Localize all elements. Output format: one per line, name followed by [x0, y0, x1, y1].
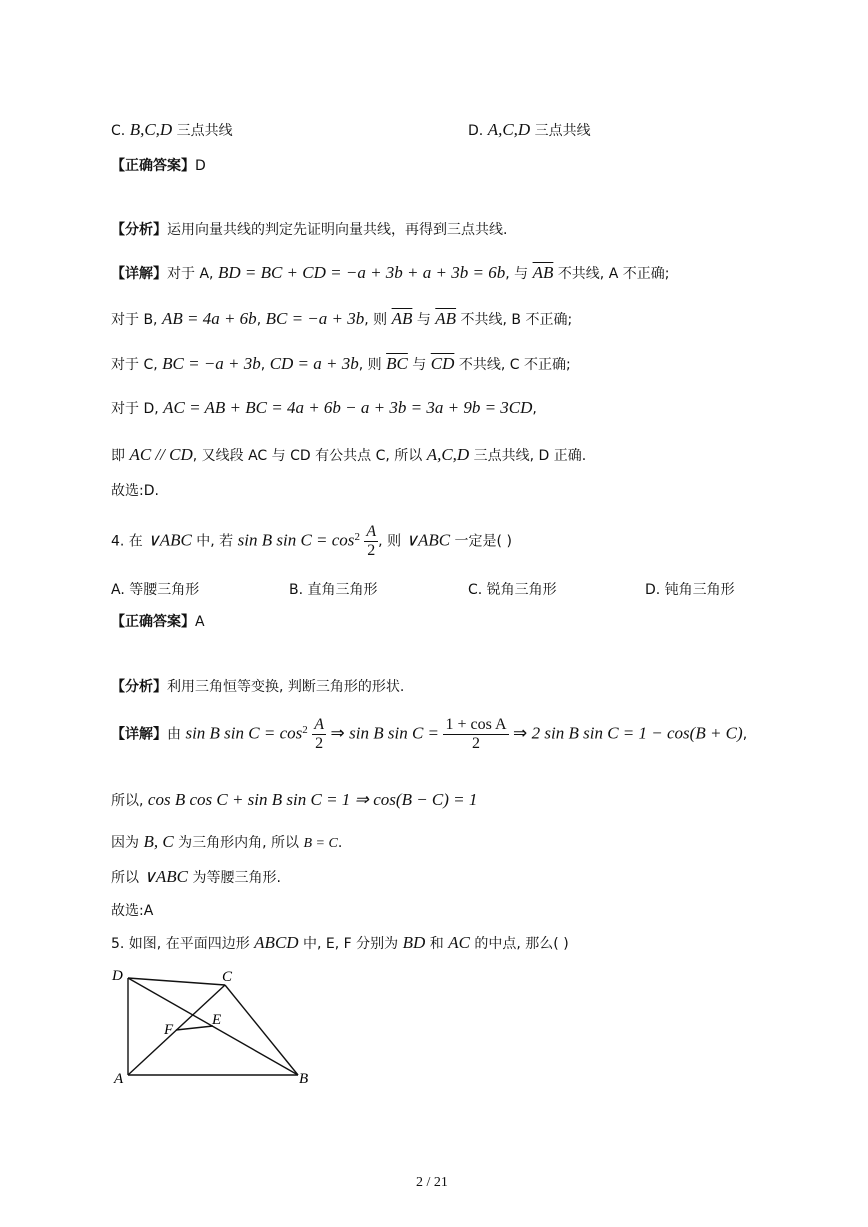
q4-suoyi [111, 791, 477, 810]
q4-detail-frac2-den: 2 [443, 734, 508, 753]
q4-stem-end: 一定是( ) [454, 533, 512, 550]
q4-stem-frac-den: 2 [364, 541, 378, 560]
q3-detail-c-yu: 与 [412, 357, 427, 373]
q3-detail-label: 【详解】 [111, 266, 167, 282]
q4-option-b: B. 直角三角形 [289, 582, 378, 598]
q3-detail-b-prefix: 对于 B, [111, 312, 158, 328]
q4-suoyi2-end: 为等腰三角形. [192, 870, 281, 886]
q3-answer [111, 157, 206, 175]
q4-suoyi-prefix: 所以, [111, 793, 144, 809]
q3-detail-d-prefix: 对于 D, [111, 401, 159, 417]
q4-choice: 故选:A [111, 903, 154, 919]
q5-stem-prefix: 5. 如图, 在平面四边形 [111, 936, 250, 952]
edge-cd [128, 978, 225, 985]
q3-detail-c-end: 不共线, C 不正确; [458, 357, 571, 373]
q4-answer [111, 613, 205, 631]
q3-detail-a-math: BD = BC + CD = −a + 3b + a + 3b = 6b [217, 263, 506, 282]
q4-stem-triangle: ∨ABC [147, 530, 192, 550]
q4-stem-prefix: 4. 在 [111, 533, 143, 550]
q3-detail-b-end: 不共线, B 不正确; [460, 312, 573, 328]
q4-stem-fraction [364, 523, 378, 560]
label-c: C [222, 969, 233, 985]
q3-detail-a-end: 不共线, A 不正确; [557, 266, 670, 282]
q3-analysis-text: 运用向量共线的判定先证明向量共线，再得到三点共线. [167, 222, 508, 238]
q3-conclusion-mid: , 又线段 AC 与 CD 有公共点 C, 所以 [192, 448, 423, 464]
q4-suoyi2-math: ∨ABC [143, 867, 189, 886]
q5-stem-ac: AC [448, 933, 470, 952]
q4-yinwei-prefix: 因为 [111, 835, 139, 851]
q3-detail-c-ze: , 则 [358, 357, 382, 373]
q3-detail-a-prefix: 对于 A, [167, 266, 214, 282]
q4-option-a: A. 等腰三角形 [111, 582, 200, 598]
q3-detail-b-vec2: $\overline{AB}$ [435, 309, 457, 328]
option-d-math: A,C,D [487, 120, 531, 139]
q3-detail-b-vec1: $\overline{AB}$ [391, 309, 413, 328]
q4-stem-zhong: 中, 若 [196, 533, 234, 550]
q3-detail-a [111, 264, 669, 283]
option-d [468, 121, 591, 140]
q4-stem-formula: sin B sin C = cos [237, 530, 355, 550]
q3-conclusion-end: 三点共线, D 正确. [473, 448, 587, 464]
q4-detail-frac1 [312, 716, 326, 753]
label-f: F [164, 1022, 174, 1038]
q3-detail-b-yu: 与 [416, 312, 431, 328]
q4-analysis [111, 678, 404, 696]
label-d: D [112, 968, 123, 984]
q4-detail-step2: sin B sin C = [349, 723, 440, 743]
q4-option-d: D. 钝角三角形 [645, 582, 735, 598]
q3-detail-b-math2: BC = −a + 3b [265, 309, 365, 328]
q3-detail-a-vec: $\overline{AB}$ [532, 263, 554, 282]
q5-stem-he: 和 [429, 936, 444, 952]
edge-bc [225, 985, 298, 1075]
q5-stem-end: 的中点, 那么( ) [474, 936, 569, 952]
q4-yinwei-end: . [337, 835, 343, 851]
q4-yinwei-math2: B = C [303, 836, 338, 851]
q4-yinwei [111, 833, 342, 853]
q3-detail-c-vec2: $\overline{CD}$ [430, 354, 455, 373]
q3-detail-b-ze: , 则 [364, 312, 388, 328]
q3-answer-value: D [195, 158, 206, 174]
q4-detail-frac2-num: 1 + cos A [445, 716, 507, 733]
page-number: 2 / 21 [416, 1175, 448, 1190]
q4-detail-frac1-num: A [314, 716, 324, 733]
q3-conclusion-math: AC // CD [129, 445, 193, 464]
q4-analysis-text: 利用三角恒等变换, 判断三角形的形状. [167, 679, 405, 695]
q3-answer-label: 【正确答案】 [111, 158, 195, 174]
q4-yinwei-mid: 为三角形内角, 所以 [178, 835, 300, 851]
q4-stem-triangle-2: ∨ABC [405, 530, 451, 550]
q4-suoyi2 [111, 868, 281, 887]
quadrilateral-figure [108, 962, 328, 1092]
q4-detail-step3: 2 sin B sin C = 1 − cos(B + C) [531, 723, 743, 743]
q4-detail: 【详解】由 sin B $\sin C = \cos^2$ $\frac{A}{2}$ ⇒ sin B sin C = $\frac{\text{1 + cos A}}{2}$ ⇒ 2 sin B sin C = 1 − cos(B + C), [111, 716, 748, 752]
q3-detail-b-math1: AB = 4a + 6b [161, 309, 257, 328]
q3-detail-a-mid: , 与 [505, 266, 529, 282]
q4-stem: 4. 在 ∨ABC 中, 若 sin B $\sin C = \cos^2$ $\frac{A}{2}$ , 则 ∨ABC 一定是( ) [111, 523, 512, 559]
q5-stem-mid: 中, E, F 分别为 [303, 936, 399, 952]
q4-detail-label: 【详解】 [111, 726, 167, 743]
q3-conclusion-math2: A,C,D [426, 445, 470, 464]
q3-analysis [111, 221, 507, 239]
option-d-prefix: D. [468, 123, 484, 139]
q4-yinwei-math: B, C [143, 832, 174, 851]
label-e: E [212, 1012, 222, 1028]
q3-detail-c-vec1: $\overline{BC}$ [386, 354, 408, 373]
q4-answer-value: A [195, 614, 205, 630]
q4-stem-ze: , 则 [378, 533, 402, 550]
label-b: B [299, 1071, 309, 1087]
q4-option-c: C. 锐角三角形 [468, 582, 557, 598]
option-d-text: 三点共线 [534, 123, 591, 139]
q4-detail-step1: sin B sin C = cos [185, 723, 303, 743]
q3-detail-d-math: AC = AB + BC = 4a + 6b − a + 3b = 3a + 9b = 3CD [163, 398, 533, 417]
q4-suoyi2-prefix: 所以 [111, 870, 139, 886]
q5-stem-bd: BD [402, 933, 426, 952]
q4-answer-label: 【正确答案】 [111, 614, 195, 630]
q3-detail-b: 对于 B, AB = 4a + 6b, BC = −a + 3b, 则 $\overline{AB}$ 与 $\overline{AB}$ 不共线, B 不正确; [111, 309, 573, 328]
q4-suoyi-math2: cos(B − C) = 1 [373, 790, 478, 809]
q4-analysis-label: 【分析】 [111, 679, 167, 695]
q3-detail-d: 对于 D, AC = AB + BC = 4a + 6b − a + 3b = 3a + 9b = 3CD, [111, 398, 537, 417]
q3-detail-c: 对于 C, BC = −a + 3b, CD = a + 3b, 则 $\overline{BC}$ 与 $\overline{CD}$ 不共线, C 不正确; [111, 354, 571, 373]
q3-detail-c-prefix: 对于 C, [111, 357, 158, 373]
option-c-prefix: C. [111, 123, 126, 139]
label-a: A [114, 1071, 124, 1087]
q3-detail-c-math1: BC = −a + 3b [162, 354, 261, 373]
q4-detail-you: 由 [167, 726, 181, 743]
option-c-math: B,C,D [129, 120, 173, 139]
segment-ef [176, 1026, 213, 1030]
q4-suoyi-math: cos B cos C + sin B sin C = 1 ⇒ [147, 790, 369, 809]
option-c-text: 三点共线 [176, 123, 233, 139]
q5-stem-math: ABCD [254, 933, 299, 952]
q3-analysis-label: 【分析】 [111, 222, 167, 238]
q5-stem [111, 934, 569, 953]
q4-detail-frac1-den: 2 [312, 734, 326, 753]
option-c [111, 121, 233, 140]
q3-detail-c-math2: CD = a + 3b [269, 354, 359, 373]
q3-choice: 故选:D. [111, 483, 159, 499]
q3-conclusion [111, 446, 586, 465]
q3-conclusion-ji: 即 [111, 448, 125, 464]
q4-stem-frac-num: A [366, 523, 377, 540]
q4-detail-frac2 [443, 716, 508, 753]
